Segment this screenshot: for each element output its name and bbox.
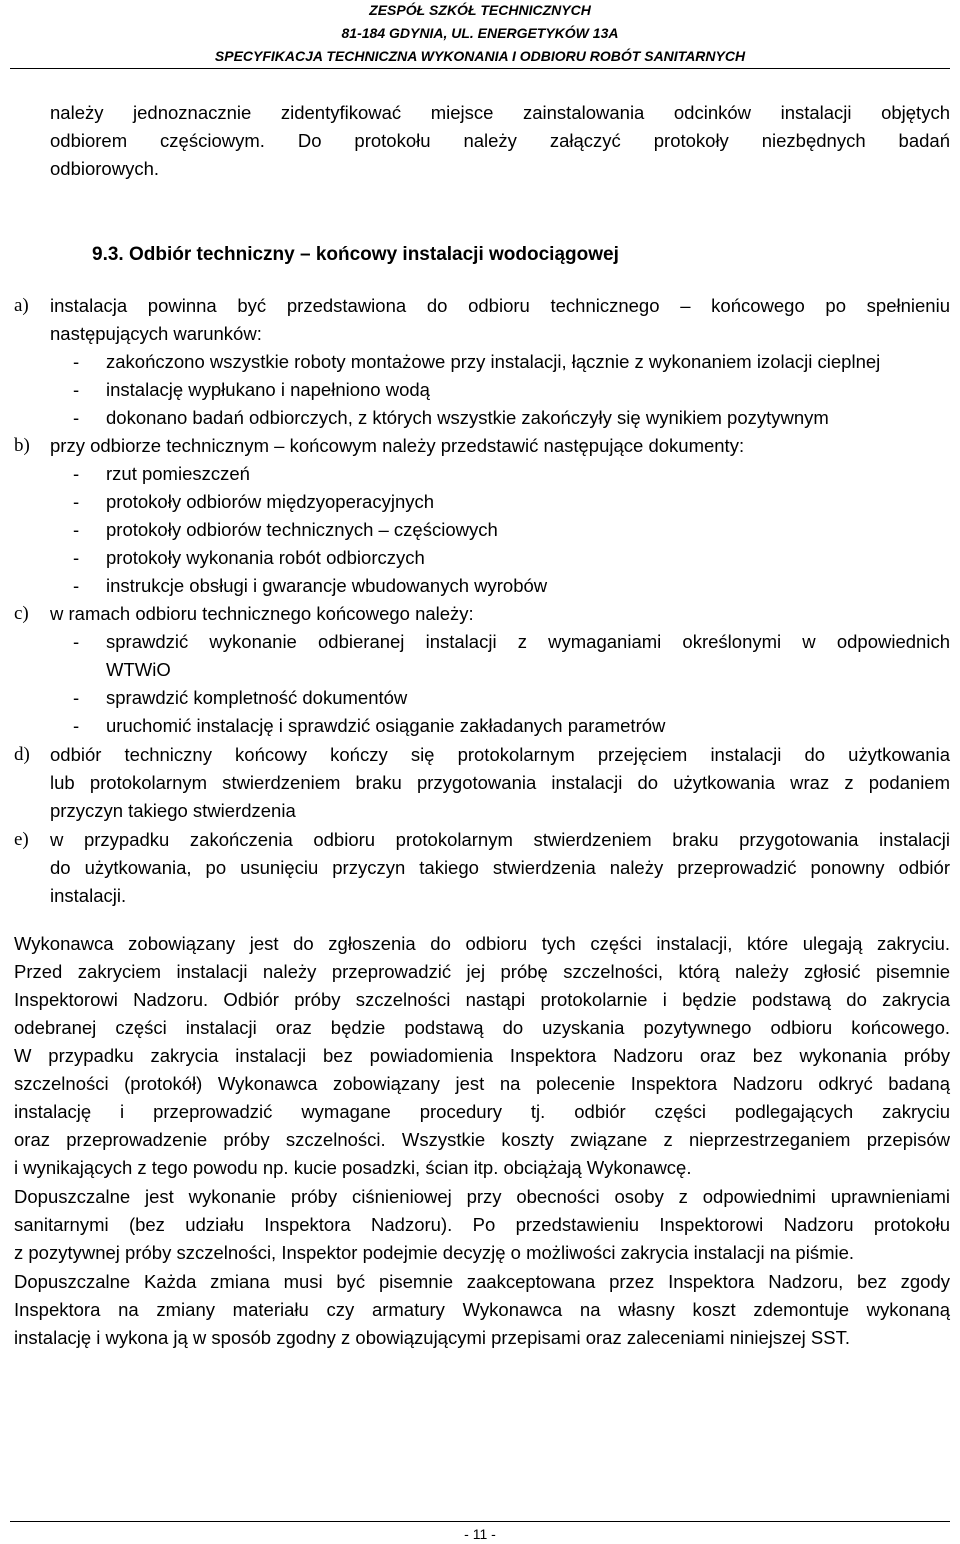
paragraph-1-line-9: i wynikających z tego powodu np. kucie posadzki, ścian itp. obciążają Wykonawcę. <box>14 1157 692 1178</box>
intro-line-1: należy jednoznacznie zidentyfikować miejsce zainstalowania odcinków instalacji objętych <box>50 102 950 123</box>
list-marker-a: a) <box>14 295 29 316</box>
item-a-bullet-2: instalację wypłukano i napełniono wodą <box>106 379 430 400</box>
item-e-line-2: do użytkowania, po usunięciu przyczyn takiego stwierdzenia należy przeprowadzić ponowny odbiór <box>50 857 950 878</box>
paragraph-1-line-5: W przypadku zakrycia instalacji bez powiadomienia Inspektora Nadzoru oraz bez wykonania próby <box>14 1045 950 1066</box>
bullet-dash: - <box>73 407 80 428</box>
header-document-title: SPECYFIKACJA TECHNICZNA WYKONANIA I ODBIORU ROBÓT SANITARNYCH <box>214 48 746 64</box>
item-a-bullet-1: zakończono wszystkie roboty montażowe przy instalacji, łącznie z wykonaniem izolacji cieplnej <box>106 351 881 372</box>
header-divider <box>10 68 950 69</box>
paragraph-2-line-2: sanitarnymi (bez udziału Inspektora Nadzoru). Po przedstawieniu Inspektorowi Nadzoru protokołu <box>14 1214 950 1235</box>
item-c-bullet-1-line-2: WTWiO <box>106 659 171 680</box>
bullet-dash: - <box>73 519 80 540</box>
header-school-name: ZESPÓŁ SZKÓŁ TECHNICZNYCH <box>369 2 591 18</box>
intro-line-2: odbiorem częściowym. Do protokołu należy załączyć protokoły niezbędnych badań <box>50 130 950 151</box>
bullet-dash: - <box>73 491 80 512</box>
list-marker-b: b) <box>14 435 30 456</box>
footer-divider <box>10 1521 950 1522</box>
section-heading: 9.3. Odbiór techniczny – końcowy instalacji wodociągowej <box>92 244 619 265</box>
item-d-line-2: lub protokolarnym stwierdzeniem braku przygotowania instalacji do użytkowania wraz z podaniem <box>50 772 950 793</box>
bullet-dash: - <box>73 715 80 736</box>
list-marker-c: c) <box>14 603 29 624</box>
bullet-dash: - <box>73 463 80 484</box>
item-c-bullet-1-line-1: sprawdzić wykonanie odbieranej instalacji z wymaganiami określonymi w odpowiednich <box>106 631 950 652</box>
item-b-bullet-3: protokoły odbiorów technicznych – częściowych <box>106 519 498 540</box>
bullet-dash: - <box>73 575 80 596</box>
item-a-bullet-3: dokonano badań odbiorczych, z których wszystkie zakończyły się wynikiem pozytywnym <box>106 407 829 428</box>
page-number: - 11 - <box>464 1526 496 1542</box>
paragraph-3-line-3: instalację i wykona ją w sposób zgodny z obowiązującymi przepisami oraz zaleceniami niniejszej SST. <box>14 1327 850 1348</box>
item-b-bullet-4: protokoły wykonania robót odbiorczych <box>106 547 425 568</box>
paragraph-1-line-8: oraz przeprowadzenie próby szczelności. Wszystkie koszty związane z nieprzestrzeganiem przepisów <box>14 1129 950 1150</box>
list-marker-d: d) <box>14 744 30 765</box>
bullet-dash: - <box>73 351 80 372</box>
intro-line-3: odbiorowych. <box>50 158 160 179</box>
paragraph-1-line-3: Inspektorowi Nadzoru. Odbiór próby szczelności nastąpi protokolarnie i będzie podstawą do zakrycia <box>14 989 950 1010</box>
item-c-bullet-3: uruchomić instalację i sprawdzić osiąganie zakładanych parametrów <box>106 715 666 736</box>
item-b-bullet-5: instrukcje obsługi i gwarancje wbudowanych wyrobów <box>106 575 548 596</box>
item-c-line-1: w ramach odbioru technicznego końcowego należy: <box>50 603 474 624</box>
paragraph-1-line-2: Przed zakryciem instalacji należy przeprowadzić jej próbę szczelności, którą należy zgłosić pisemnie <box>14 961 950 982</box>
header-address: 81-184 GDYNIA, UL. ENERGETYKÓW 13A <box>341 25 619 41</box>
bullet-dash: - <box>73 547 80 568</box>
item-d-line-3: przyczyn takiego stwierdzenia <box>50 800 296 821</box>
paragraph-1-line-7: instalację i przeprowadzić wymagane procedury tj. odbiór części podlegających zakryciu <box>14 1101 950 1122</box>
bullet-dash: - <box>73 379 80 400</box>
item-b-bullet-2: protokoły odbiorów międzyoperacyjnych <box>106 491 435 512</box>
paragraph-1-line-6: szczelności (protokół) Wykonawca zobowiązany jest na polecenie Inspektora Nadzoru odkryć badaną <box>14 1073 950 1094</box>
paragraph-2-line-1: Dopuszczalne jest wykonanie próby ciśnieniowej przy obecności osoby z odpowiednimi uprawnieniami <box>14 1186 950 1207</box>
item-a-line-2: następujących warunków: <box>50 323 262 344</box>
item-c-bullet-2: sprawdzić kompletność dokumentów <box>106 687 408 708</box>
bullet-dash: - <box>73 631 80 652</box>
paragraph-3-line-1: Dopuszczalne Każda zmiana musi być pisemnie zaakceptowana przez Inspektora Nadzoru, bez zgody <box>14 1271 950 1292</box>
item-b-bullet-1: rzut pomieszczeń <box>106 463 250 484</box>
item-a-line-1: instalacja powinna być przedstawiona do odbioru technicznego – końcowego po spełnieniu <box>50 295 950 316</box>
item-b-line-1: przy odbiorze technicznym – końcowym należy przedstawić następujące dokumenty: <box>50 435 745 456</box>
paragraph-1-line-1: Wykonawca zobowiązany jest do zgłoszenia do odbioru tych części instalacji, które ulegają zakryciu. <box>14 933 950 954</box>
paragraph-2-line-3: z pozytywnej próby szczelności, Inspektor podejmie decyzję o możliwości zakrycia instalacji na piśmie. <box>14 1242 855 1263</box>
item-e-line-1: w przypadku zakończenia odbioru protokolarnym stwierdzeniem braku przygotowania instalacji <box>50 829 950 850</box>
item-e-line-3: instalacji. <box>50 885 127 906</box>
paragraph-1-line-4: odebranej części instalacji oraz będzie podstawą do uzyskania pozytywnego odbioru końcowego. <box>14 1017 950 1038</box>
item-d-line-1: odbiór techniczny końcowy kończy się protokolarnym przejęciem instalacji do użytkowania <box>50 744 950 765</box>
paragraph-3-line-2: Inspektora na zmiany materiału czy armatury Wykonawca na własny koszt zdemontuje wykonaną <box>14 1299 950 1320</box>
bullet-dash: - <box>73 687 80 708</box>
list-marker-e: e) <box>14 829 29 850</box>
